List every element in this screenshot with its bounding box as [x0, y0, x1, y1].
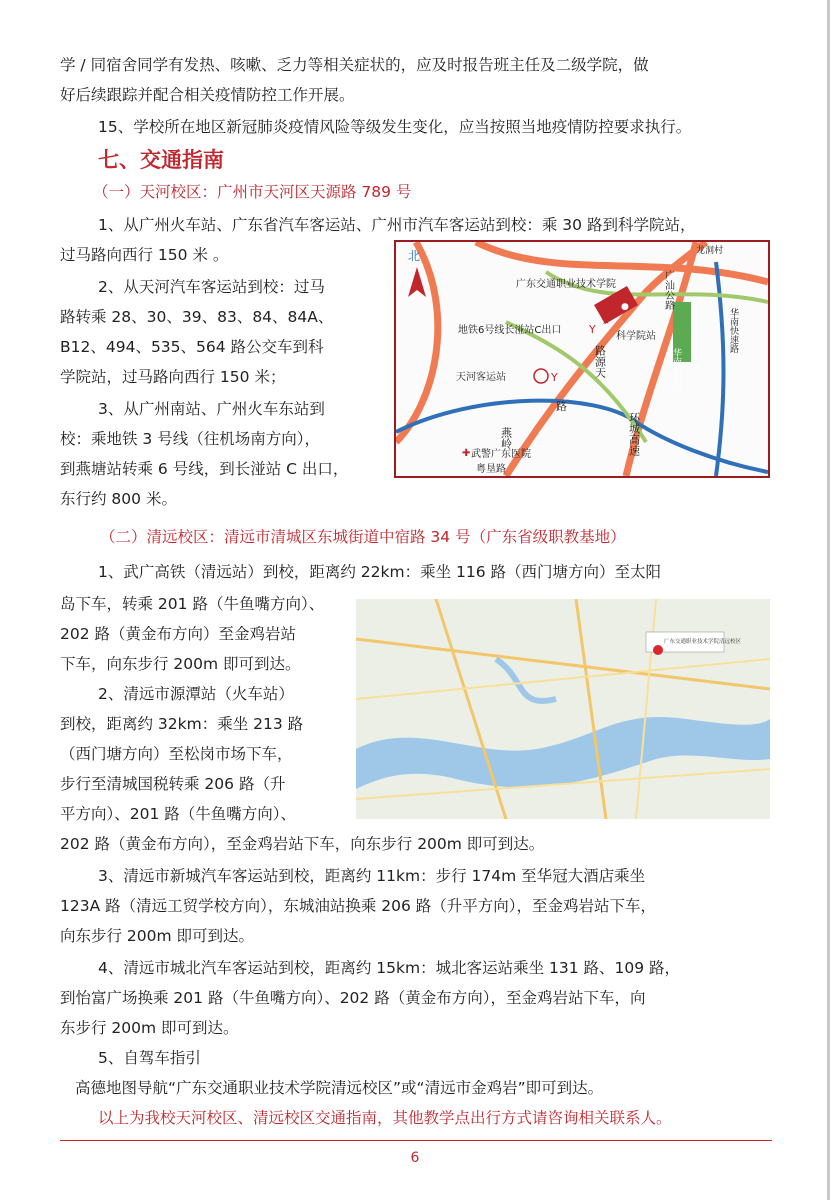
tianhe-route-1: 过马路向西行 150 米 。 [60, 246, 229, 264]
qingyuan-route-3: 3、清远市新城汽车客运站到校，距离约 11km：步行 174m 至华冠大酒店乘坐 [98, 867, 646, 885]
bus-station-label: 天河客运站 [456, 372, 506, 383]
north-arrow-icon [408, 267, 426, 297]
qingyuan-route-4: 4、清远市城北汽车客运站到校，距离约 15km：城北客运站乘坐 131 路、109 路， [98, 959, 681, 977]
north-label: 北 [408, 249, 421, 263]
longdong-label: 龙洞村 [696, 246, 724, 256]
svg-text:●: ● [621, 302, 629, 312]
text-line: 15、学校所在地区新冠肺炎疫情风险等级发生变化，应当按照当地疫情防控要求执行。 [98, 118, 692, 136]
qingyuan-route-1: 1、武广高铁（清远站）到校，距离约 22km：乘坐 116 路（西门塘方向）至太阳 [98, 563, 662, 581]
qingyuan-route-2: 2、清远市源潭站（火车站） [98, 685, 294, 703]
qingyuan-campus-map [356, 599, 770, 819]
self-drive-text: 高德地图导航“广东交通职业技术学院清远校区”或“清远市金鸡岩”即可到达。 [75, 1079, 604, 1097]
tianhe-route-3: 到燕塘站转乘 6 号线，到长湴站 C 出口， [60, 460, 349, 478]
svg-text:★: ★ [601, 314, 611, 327]
bus-station-icon [534, 369, 548, 383]
tianhe-route-3: 东行约 800 米。 [60, 490, 177, 508]
road-label: 路 [556, 400, 567, 413]
qingyuan-heading: （二）清远校区：清远市清城区东城街道中宿路 34 号（广东省级职教基地） [100, 528, 626, 546]
campus-marker-icon [653, 645, 663, 655]
tianhe-route-2: 2、从天河汽车客运站到校：过马 [98, 278, 325, 296]
tianhe-route-1: 1、从广州火车站、广东省汽车客运站、广州市汽车客运站到校：乘 30 路到科学院站， [98, 216, 696, 234]
school-label: 广东交通职业技术学院 [516, 279, 616, 290]
page-number: 6 [410, 1150, 420, 1166]
yuken-road-label: 粤垦路 [476, 464, 506, 475]
qingyuan-route-2: 202 路（黄金布方向），至金鸡岩站下车，向东步行 200m 即可到达。 [60, 835, 545, 853]
huanan-expressway-label: 华南快速路 [728, 308, 738, 353]
campus-marker-label: 广东交通职业技术学院清远校区 [664, 639, 742, 645]
closing-note: 以上为我校天河校区、清远校区交通指南，其他教学点出行方式请咨询相关联系人。 [98, 1109, 672, 1127]
qingyuan-route-2: 平方向）、201 路（牛鱼嘴方向）、 [60, 805, 297, 823]
text-line: 好后续跟踪并配合相关疫情防控工作开展。 [60, 86, 355, 104]
self-drive-heading: 5、自驾车指引 [98, 1049, 201, 1067]
tianhe-route-3: 校：乘地铁 3 号线（往机场南方向）， [60, 430, 320, 448]
tianhe-campus-map [394, 240, 770, 478]
tianhe-route-3: 3、从广州南站、广州火车东站到 [98, 400, 325, 418]
tianhe-heading: （一）天河校区：广州市天河区天源路 789 号 [93, 183, 412, 201]
yanling-label: 燕岭 [499, 427, 513, 449]
section-title: 七、交通指南 [98, 148, 224, 172]
qingyuan-route-2: 到校，距离约 32km：乘坐 213 路 [60, 715, 304, 733]
qingyuan-route-3: 123A 路（清远工贸学校方向），东城油站换乘 206 路（升平方向），至金鸡岩站下车， [60, 897, 657, 915]
qingyuan-route-1: 下车，向东步行 200m 即可到达。 [60, 655, 301, 673]
garden-label: 华南植物园 [671, 348, 681, 393]
ring-expressway-label: 环城高速 [627, 412, 641, 456]
tianyuan-road-label: 路源天 [593, 345, 607, 378]
qingyuan-route-4: 东步行 200m 即可到达。 [60, 1019, 239, 1037]
qingyuan-route-1: 202 路（黄金布方向）至金鸡岩站 [60, 625, 297, 643]
qingyuan-route-2: 步行至清城国税转乘 206 路（升 [60, 775, 286, 793]
qingyuan-route-1: 岛下车，转乘 201 路（牛鱼嘴方向）、 [60, 595, 325, 613]
text-line: 学 / 同宿舍同学有发热、咳嗽、乏力等相关症状的，应及时报告班主任及二级学院，做 [60, 56, 649, 74]
footer-divider [60, 1140, 772, 1141]
tianhe-route-2: 学院站，过马路向西行 150 米； [60, 368, 286, 386]
qingyuan-route-3: 向东步行 200m 即可到达。 [60, 927, 255, 945]
metro-icon: Y [589, 323, 596, 336]
metro-label: 地铁6号线长湴站C出口 [458, 325, 562, 336]
guangshan-road-label: 广汕公路 [662, 270, 674, 310]
qingyuan-route-4: 到怡富广场换乘 201 路（牛鱼嘴方向）、202 路（黄金布方向），至金鸡岩站下车，向 [60, 989, 646, 1007]
qingyuan-route-2: （西门塘方向）至松岗市场下车， [60, 745, 293, 763]
science-label: 科学院站 [616, 331, 656, 342]
hospital-icon: ✚ [462, 448, 471, 459]
hospital-label: 武警广东医院 [471, 449, 531, 460]
metro-icon: Y [551, 371, 558, 384]
tianhe-route-2: B12、494、535、564 路公交车到科 [60, 338, 324, 356]
tianhe-route-2: 路转乘 28、30、39、83、84、84A、 [60, 308, 334, 326]
